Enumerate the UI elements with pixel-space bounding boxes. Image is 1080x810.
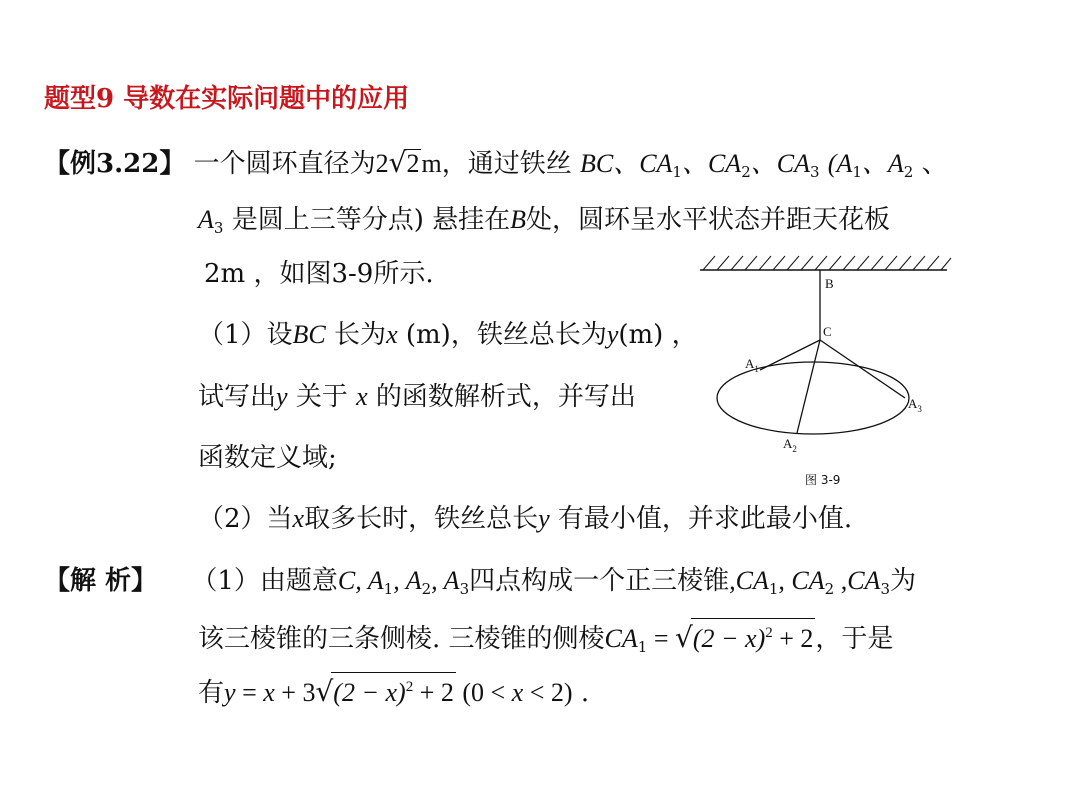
ceiling-hatching [703, 256, 951, 270]
math-var: x [386, 320, 398, 349]
label-a2-letter: A [783, 436, 793, 451]
math-point: A [198, 205, 214, 234]
math-point: , A [431, 566, 460, 595]
analysis-line-2 [198, 618, 893, 664]
text-segment: （1）设 [198, 320, 293, 350]
subscript: 3 [880, 580, 890, 598]
subscript: 3 [809, 163, 820, 181]
sqrt-icon: √ [674, 621, 693, 654]
math-radicand [691, 618, 816, 653]
text-segment: 四点构成一个正三棱锥 [469, 566, 730, 596]
superscript: 2 [405, 679, 414, 695]
text-segment: 取多长时，铁丝总长 [304, 504, 539, 534]
subscript: 2 [421, 580, 432, 598]
wire-ca3 [820, 340, 905, 398]
math-unit: m [421, 149, 442, 178]
math-domain: < 2) [523, 678, 573, 707]
math-op: = [235, 678, 264, 707]
math-var: x [356, 382, 368, 411]
subscript: 1 [852, 163, 862, 181]
example-label: 【例3.22】 [44, 149, 186, 179]
math-wire: BC、CA [579, 149, 673, 178]
subscript: 3 [459, 580, 470, 598]
example-line-2 [198, 203, 890, 245]
math-edge: CA [604, 624, 638, 653]
text-segment: (m)，铁丝总长为 [405, 320, 607, 350]
math-radicand [331, 672, 456, 707]
text-segment: 有最小值，并求此最小值. [557, 504, 853, 534]
label-b: B [825, 276, 834, 291]
text-segment: 该三棱锥的三条侧棱. 三棱锥的侧棱 [198, 624, 605, 654]
text-segment: 的函数解析式，并写出 [375, 382, 636, 412]
subscript: 1 [637, 638, 648, 656]
text-segment: ，通过铁丝 [441, 149, 572, 179]
label-c: C [823, 324, 832, 339]
math-var: y [276, 382, 288, 411]
math-var: y [538, 504, 550, 533]
subscript: 2 [741, 163, 751, 181]
math-var: x [511, 678, 524, 707]
math-expr: + 2 [772, 624, 814, 653]
math-radicand: 2 [406, 149, 420, 178]
text-segment: 是圆上三等分点) 悬挂在 [231, 205, 511, 235]
example-line-3 [204, 257, 434, 291]
math-point: (A [827, 149, 853, 178]
question-2 [198, 502, 852, 536]
question-1-line-1 [198, 318, 698, 352]
label-a3-sub: 3 [917, 404, 922, 414]
text-segment: （1）由题意 [191, 566, 338, 596]
sqrt-icon: √ [315, 675, 334, 708]
math-expr: (2 − x) [333, 678, 406, 707]
question-1-line-3 [198, 441, 337, 475]
text-segment: 试写出 [198, 382, 277, 412]
text-segment: （2）当 [198, 504, 293, 534]
math-wire: 、CA [681, 149, 742, 178]
math-edge: ,CA [729, 566, 769, 595]
math-expr: + 3 [274, 678, 316, 707]
subscript: 1 [768, 580, 779, 598]
math-edge: ,CA [834, 566, 881, 595]
math-domain: (0 < [455, 678, 512, 707]
label-a2 [783, 436, 797, 454]
label-a1-letter: A [745, 356, 755, 371]
text-segment: 2m ，如图3-9所示. [204, 259, 434, 289]
wire-ca2 [797, 340, 820, 433]
text-segment: (m) ， [618, 320, 698, 350]
math-edge: , CA [778, 566, 825, 595]
math-point: B [510, 205, 527, 234]
math-coef: 2 [375, 149, 389, 178]
figure-3-9 [695, 248, 955, 493]
subscript: 2 [824, 580, 835, 598]
subscript: 2 [903, 163, 914, 181]
text-segment: 处，圆环呈水平状态并距天花板 [526, 205, 891, 235]
text-segment: 有 [198, 678, 225, 708]
figure-caption: 图 3-9 [805, 473, 841, 487]
subscript: 1 [383, 580, 394, 598]
text-segment: 、 [921, 149, 948, 179]
analysis-line-1 [44, 564, 916, 606]
text-segment: ，于是 [815, 624, 894, 654]
sqrt-icon: √ [388, 146, 407, 179]
example-line-1 [44, 146, 948, 189]
math-point: , A [393, 566, 422, 595]
label-a3-letter: A [908, 396, 918, 411]
math-op: = [647, 624, 675, 653]
math-expr: + 2 [413, 678, 454, 707]
math-expr: (2 − x) [692, 624, 766, 653]
math-var: x [292, 504, 305, 533]
text-segment: 长为 [334, 320, 387, 350]
label-a1-sub: 1 [754, 364, 759, 374]
label-a2-sub: 2 [792, 444, 797, 454]
math-var: y [224, 678, 236, 707]
ring-ellipse [717, 362, 909, 434]
text-segment: 函数定义域; [198, 443, 337, 473]
text-segment: 关于 [295, 382, 348, 412]
subscript: 3 [213, 219, 224, 237]
math-point: 、A [861, 149, 904, 178]
analysis-label: 【解 析】 [44, 566, 158, 596]
text-segment: 为 [889, 566, 916, 596]
math-wire: 、CA [750, 149, 810, 178]
math-point: C, A [337, 566, 384, 595]
analysis-line-3 [198, 672, 589, 710]
wire-ca1 [760, 340, 820, 370]
text-segment: . [572, 678, 590, 708]
subscript: 1 [672, 163, 682, 181]
superscript: 2 [765, 625, 773, 641]
question-1-line-2 [198, 380, 636, 414]
math-var: BC [292, 320, 326, 349]
text-segment: 一个圆环直径为 [193, 149, 376, 179]
math-var: y [606, 320, 619, 349]
math-var: x [263, 678, 275, 707]
section-title: 题型9 导数在实际问题中的应用 [44, 84, 410, 114]
label-a3 [908, 396, 922, 414]
